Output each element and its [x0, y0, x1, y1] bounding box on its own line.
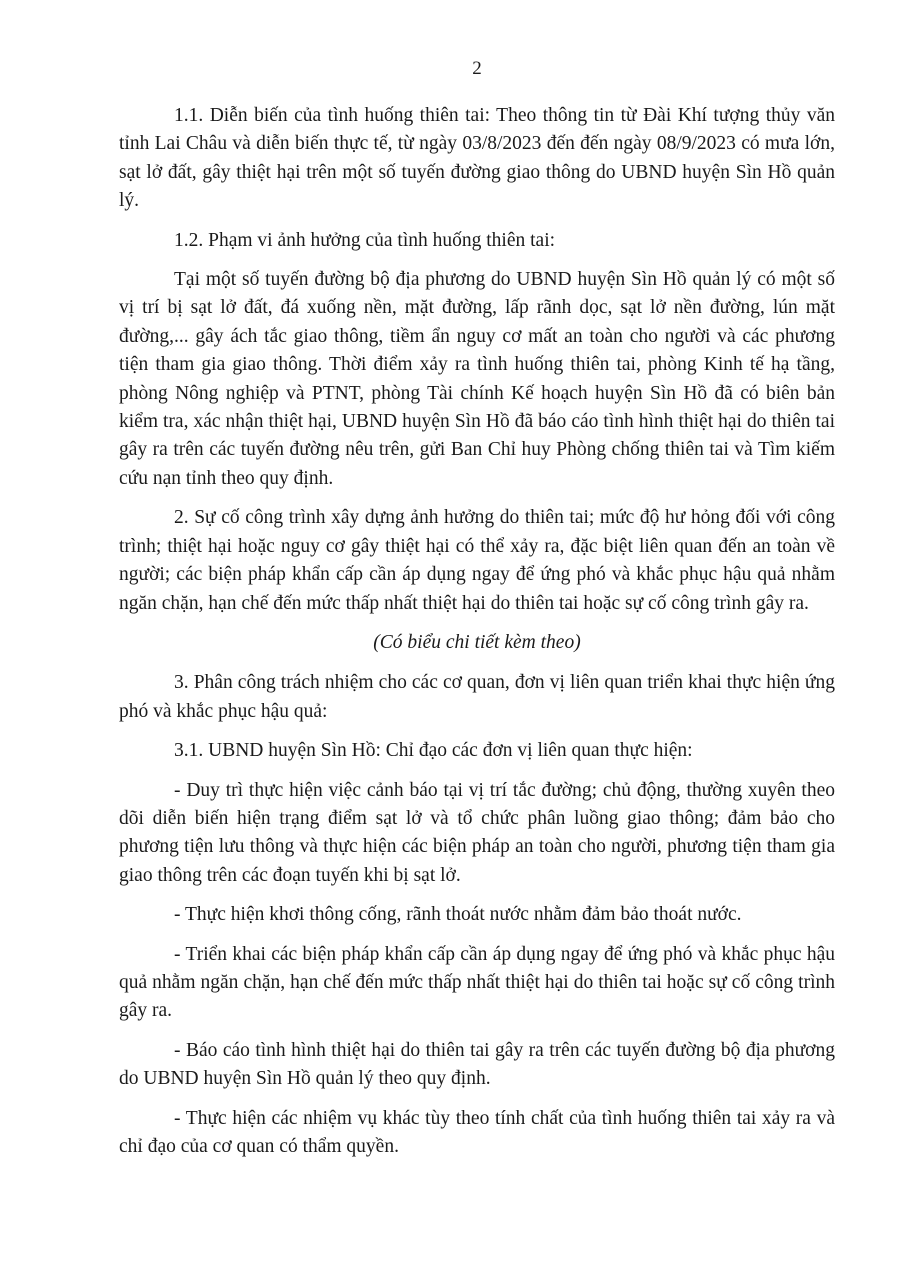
- bullet-other-tasks: - Thực hiện các nhiệm vụ khác tùy theo tính chất của tình huống thiên tai xảy ra và chỉ đạo của cơ quan có thẩm quyền.: [119, 1107, 835, 1157]
- paragraph-impact-description: Tại một số tuyến đường bộ địa phương do UBND huyện Sìn Hồ quản lý có một số vị trí bị sạt lở đất, đá xuống nền, mặt đường, lấp rãnh dọc, sạt lở nền đường, lún mặt đường,... gây ách tắc giao thông, tiềm ẩn nguy cơ mất an toàn cho người và các phương tiện tham gia giao thông. Thời điểm xảy ra tình huống thiên tai, phòng Kinh tế hạ tầng, phòng Nông nghiệp và PTNT, phòng Tài chính Kế hoạch huyện Sìn Hồ đã có biên bản kiểm tra, xác nhận thiệt hại, UBND huyện Sìn Hồ đã báo cáo tình hình thiệt hại do thiên tai gây ra trên các tuyến đường nêu trên, gửi Ban Chỉ huy Phòng chống thiên tai và Tìm kiếm cứu nạn tỉnh theo quy định.: [119, 269, 835, 489]
- page-number: 2: [472, 58, 482, 79]
- paragraph-2-construction-incidents: 2. Sự cố công trình xây dựng ảnh hưởng do thiên tai; mức độ hư hỏng đối với công trình; thiệt hại hoặc nguy cơ gây thiệt hại có thể xảy ra, đặc biệt liên quan đến an toàn về người; các biện pháp khẩn cấp cần áp dụng ngay để ứng phó và khắc phục hậu quả nhằm ngăn chặn, hạn chế đến mức thấp nhất thiệt hại do thiên tai hoặc sự cố công trình gây ra.: [119, 507, 835, 614]
- paragraph-3-1-district-committee: 3.1. UBND huyện Sìn Hồ: Chỉ đạo các đơn vị liên quan thực hiện:: [174, 740, 693, 762]
- attachment-note: (Có biểu chi tiết kèm theo): [373, 631, 581, 653]
- bullet-report-damage: - Báo cáo tình hình thiệt hại do thiên tai gây ra trên các tuyến đường bộ địa phương do UBND huyện Sìn Hồ quản lý theo quy định.: [119, 1039, 835, 1090]
- paragraph-1-2-impact-scope-heading: 1.2. Phạm vi ảnh hưởng của tình huống thiên tai:: [174, 229, 556, 251]
- bullet-maintain-warnings: - Duy trì thực hiện việc cảnh báo tại vị trí tắc đường; chủ động, thường xuyên theo dõi diễn biến hiện trạng điểm sạt lở và tổ chức phân luồng giao thông; đảm bảo cho phương tiện lưu thông và thực hiện các biện pháp an toàn cho người, phương tiện tham gia giao thông trên các đoạn tuyến khi bị sạt lở.: [119, 779, 835, 886]
- bullet-emergency-measures: - Triển khai các biện pháp khẩn cấp cần áp dụng ngay để ứng phó và khắc phục hậu quả nhằm ngăn chặn, hạn chế đến mức thấp nhất thiệt hại do thiên tai hoặc sự cố công trình gây ra.: [119, 943, 835, 1022]
- bullet-clear-drainage: - Thực hiện khơi thông cống, rãnh thoát nước nhằm đảm bảo thoát nước.: [174, 904, 742, 926]
- paragraph-1-1-disaster-developments: 1.1. Diễn biến của tình huống thiên tai: Theo thông tin từ Đài Khí tượng thủy văn tỉnh Lai Châu và diễn biến thực tế, từ ngày 03/8/2023 đến đến ngày 08/9/2023 có mưa lớn, sạt lở đất, gây thiệt hại trên một số tuyến đường giao thông do UBND huyện Sìn Hồ quản lý.: [119, 105, 835, 212]
- paragraph-3-responsibility-assignment: 3. Phân công trách nhiệm cho các cơ quan, đơn vị liên quan triển khai thực hiện ứng phó và khắc phục hậu quả:: [119, 672, 835, 722]
- document-page: [119, 56, 835, 1172]
